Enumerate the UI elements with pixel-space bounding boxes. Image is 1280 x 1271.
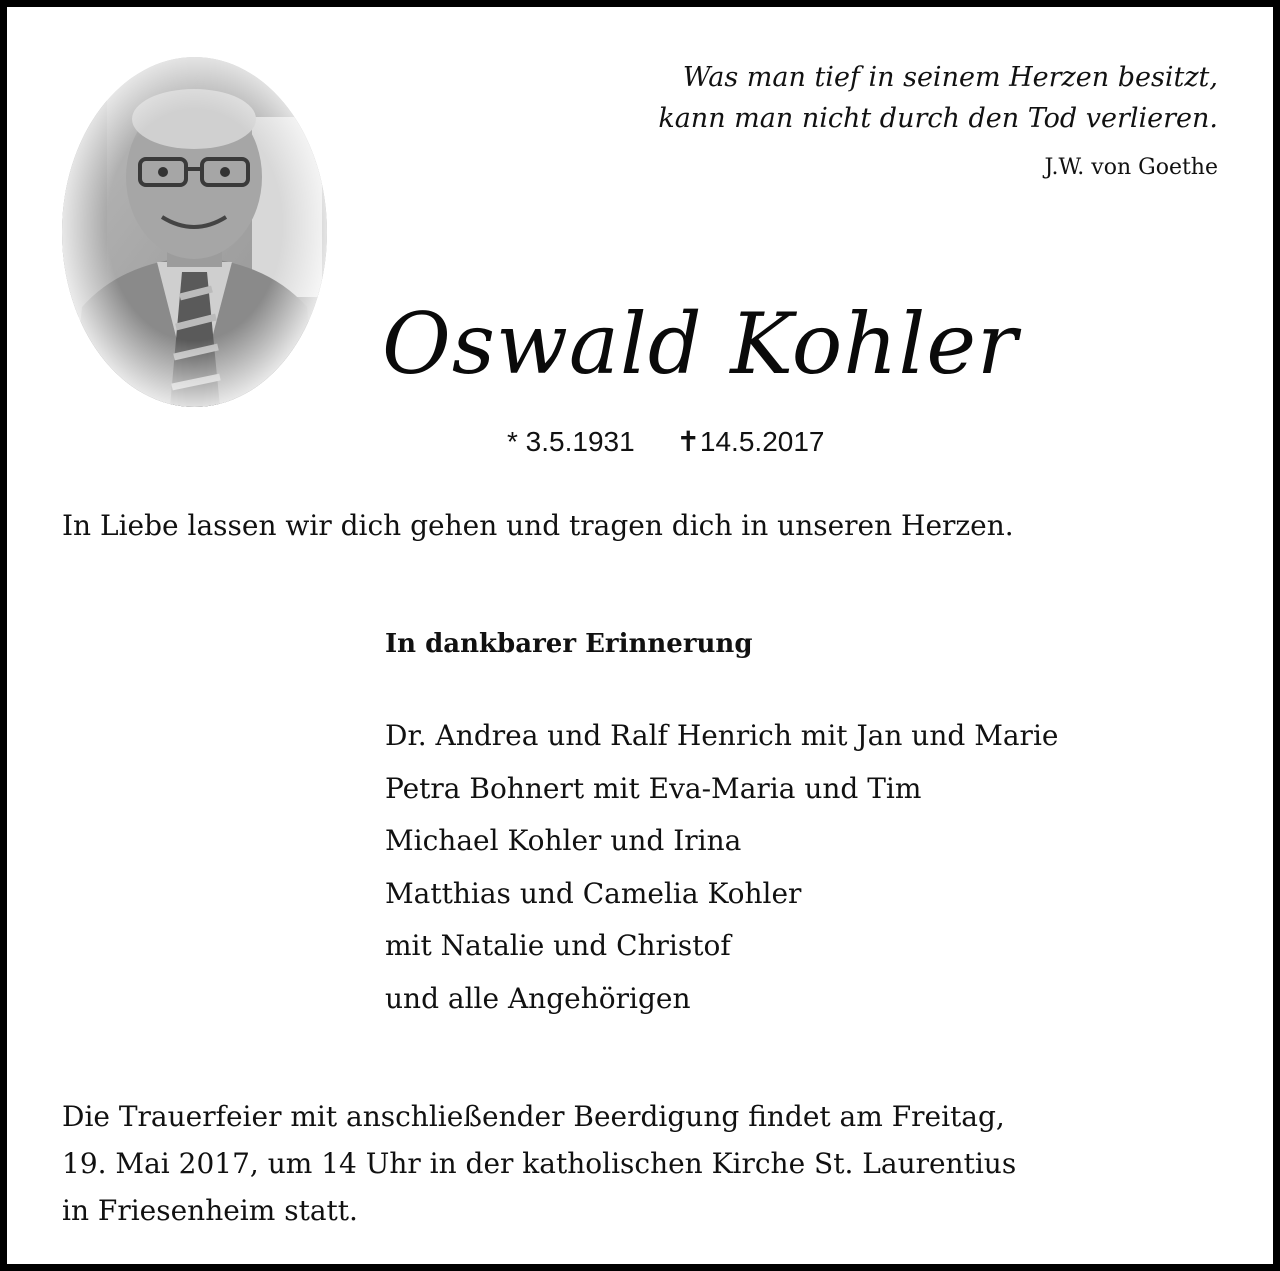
service-line: in Friesenheim statt. (62, 1194, 358, 1227)
mourner-entry: Petra Bohnert mit Eva-Maria und Tim (385, 771, 922, 805)
deceased-name: Oswald Kohler (382, 295, 1019, 393)
portrait-photo (62, 57, 327, 407)
mourner-entry: Matthias und Camelia Kohler (385, 876, 802, 910)
mourner-entry: und alle Angehörigen (385, 981, 691, 1015)
mourners-list (385, 710, 1058, 1026)
quote-line: kann man nicht durch den Tod verlieren. (658, 103, 1218, 134)
goethe-quote (658, 57, 1218, 139)
mourner-entry: Dr. Andrea und Ralf Henrich mit Jan und Marie (385, 719, 1059, 752)
mourner-entry: mit Natalie und Christof (385, 929, 731, 963)
farewell-text: In Liebe lassen wir dich gehen und tragen dich in unseren Herzen. (62, 509, 1014, 542)
life-dates (507, 425, 824, 458)
birth-date: * 3.5.1931 (507, 426, 635, 457)
quote-author: J.W. von Goethe (1044, 155, 1218, 180)
service-line: 19. Mai 2017, um 14 Uhr in der katholischen Kirche St. Laurentius (62, 1147, 1017, 1180)
service-line: Die Trauerfeier mit anschließender Beerdigung findet am Freitag, (62, 1100, 1005, 1133)
death-date: ✝14.5.2017 (676, 426, 825, 457)
quote-line: Was man tief in seinem Herzen besitzt, (682, 62, 1218, 93)
mourners-heading: In dankbarer Erinnerung (385, 629, 753, 659)
funeral-service-notice (62, 1093, 1222, 1234)
mourner-entry: Michael Kohler und Irina (385, 824, 742, 858)
